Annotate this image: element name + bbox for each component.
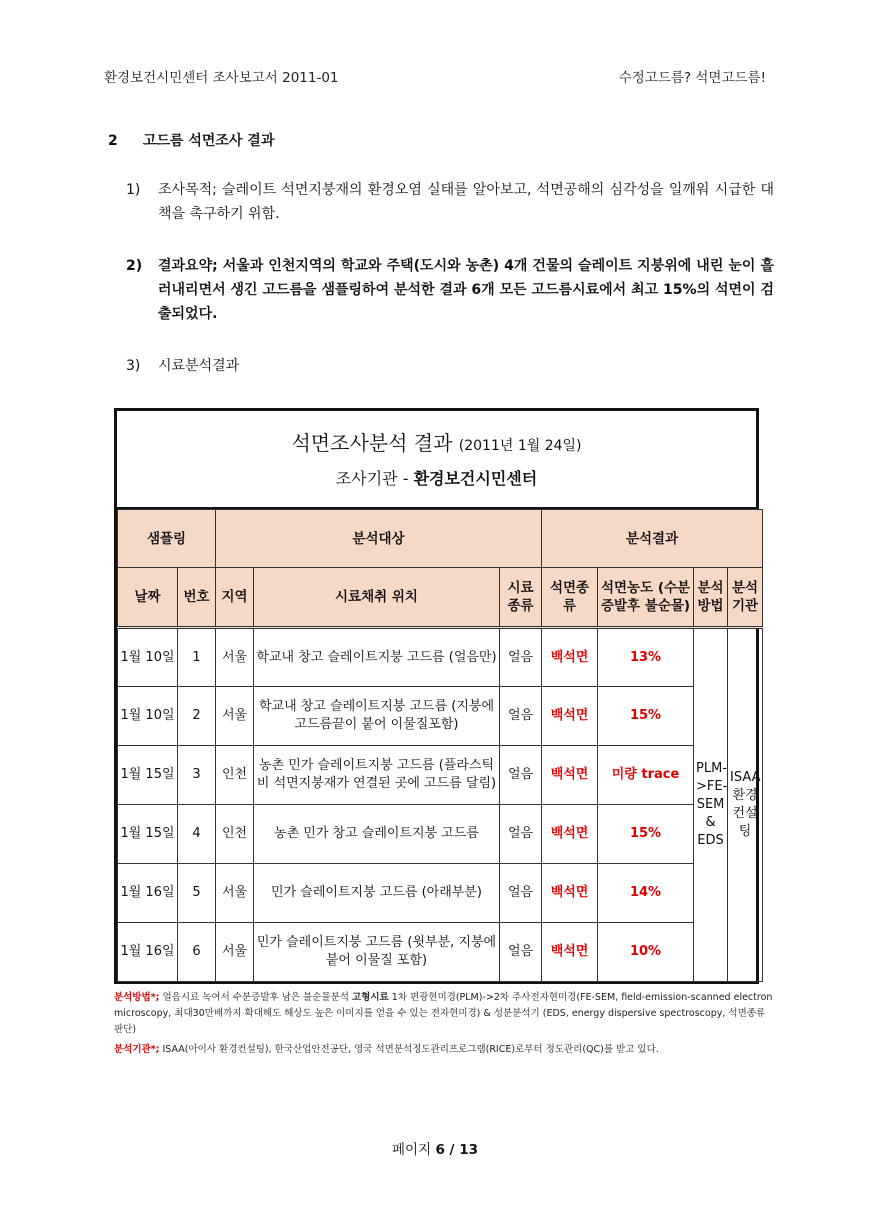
cell-region: 인천 <box>216 746 254 805</box>
agency-name: 환경보건시민센터 <box>413 469 538 488</box>
cell-location: 농촌 민가 슬레이트지붕 고드름 (플라스틱비 석면지붕재가 연결된 곳에 고드름 달림) <box>254 746 500 805</box>
cell-location: 민가 슬레이트지붕 고드름 (아래부분) <box>254 864 500 923</box>
note-method-text-b: 1차 편광현미경(PLM)->2차 주사전자현미경(FE-SEM, field-emission-scanned electron microscopy, 최대30만배까지 확대해도 해상도 높은 이미지를 얻을 수 있는 전자현미경) & 성분분석기 (EDS, energy dispersive spectroscopy, 석면종류판단) <box>114 992 773 1035</box>
cell-date: 1월 15일 <box>118 746 178 805</box>
cell-no: 3 <box>178 746 216 805</box>
cell-no: 1 <box>178 628 216 687</box>
table-row <box>118 864 763 923</box>
cell-institution: ISAA 환경컨설팅 <box>728 628 763 982</box>
results-table <box>117 509 763 982</box>
cell-region: 서울 <box>216 864 254 923</box>
cell-asbestos-type: 백석면 <box>542 628 598 687</box>
col-header-asbestos-type: 석면종류 <box>542 568 598 628</box>
table-title <box>117 411 756 456</box>
list-item <box>126 354 774 378</box>
col-header-no: 번호 <box>178 568 216 628</box>
column-header-row <box>118 568 763 628</box>
page-total: 13 <box>459 1142 478 1158</box>
table-row <box>118 687 763 746</box>
cell-location: 농촌 민가 창고 슬레이트지붕 고드름 <box>254 805 500 864</box>
note-method <box>114 990 774 1038</box>
cell-sample-type: 얼음 <box>500 628 542 687</box>
cell-asbestos-type: 백석면 <box>542 746 598 805</box>
group-header-row <box>118 510 763 568</box>
cell-asbestos-type: 백석면 <box>542 805 598 864</box>
list-item <box>126 178 774 226</box>
cell-no: 6 <box>178 923 216 982</box>
cell-region: 서울 <box>216 923 254 982</box>
col-header-date: 날짜 <box>118 568 178 628</box>
group-header-result: 분석결과 <box>542 510 763 568</box>
cell-location: 민가 슬레이트지붕 고드름 (윗부분, 지붕에 붙어 이물질 포함) <box>254 923 500 982</box>
cell-sample-type: 얼음 <box>500 923 542 982</box>
note-agency-label: 분석기관*; <box>114 1044 160 1055</box>
item-text: 결과요약; 서울과 인천지역의 학교와 주택(도시와 농촌) 4개 건물의 슬레이트 지붕위에 내린 눈이 흘러내리면서 생긴 고드름을 샘플링하여 분석한 결과 6개 모든 고드름시료에서 최고 15%의 석면이 검출되었다. <box>158 258 774 322</box>
agency-prefix: 조사기관 - <box>335 469 414 488</box>
page-current: 6 <box>435 1142 445 1158</box>
cell-sample-type: 얼음 <box>500 864 542 923</box>
cell-concentration: 15% <box>598 805 694 864</box>
group-header-sampling: 샘플링 <box>118 510 216 568</box>
note-method-text-a: 얼음시료 녹여서 수분증발후 남은 불순물분석 <box>159 992 352 1003</box>
table-title-date: (2011년 1월 24일) <box>458 438 582 454</box>
cell-concentration: 13% <box>598 628 694 687</box>
cell-no: 2 <box>178 687 216 746</box>
cell-date: 1월 15일 <box>118 805 178 864</box>
cell-date: 1월 16일 <box>118 864 178 923</box>
col-header-concentration: 석면농도 (수분증발후 불순물) <box>598 568 694 628</box>
table-row <box>118 923 763 982</box>
item-text: 조사목적; 슬레이트 석면지붕재의 환경오염 실태를 알아보고, 석면공해의 심각성을 일깨워 시급한 대책을 촉구하기 위함. <box>158 182 774 222</box>
page-prefix: 페이지 <box>392 1142 436 1158</box>
section-title: 고드름 석면조사 결과 <box>142 133 275 149</box>
cell-region: 서울 <box>216 687 254 746</box>
list-item <box>126 254 774 326</box>
item-number: 1) <box>126 182 141 198</box>
page-number <box>0 1138 870 1158</box>
item-text: 시료분석결과 <box>158 358 240 374</box>
group-header-target: 분석대상 <box>216 510 542 568</box>
col-header-location: 시료채취 위치 <box>254 568 500 628</box>
item-number: 2) <box>126 258 143 274</box>
cell-asbestos-type: 백석면 <box>542 687 598 746</box>
cell-region: 서울 <box>216 628 254 687</box>
cell-method: PLM->FE-SEM & EDS <box>694 628 728 982</box>
table-row <box>118 805 763 864</box>
col-header-region: 지역 <box>216 568 254 628</box>
cell-concentration: 14% <box>598 864 694 923</box>
cell-region: 인천 <box>216 805 254 864</box>
section-number: 2 <box>108 133 118 149</box>
col-header-method: 분석방법 <box>694 568 728 628</box>
section-heading <box>108 130 274 150</box>
cell-date: 1월 10일 <box>118 628 178 687</box>
note-agency-text: ISAA(아이사 환경컨설팅), 한국산업안전공단, 영국 석면분석정도관리프로그램(RICE)로부터 정도관리(QC)를 받고 있다. <box>159 1044 659 1055</box>
table-agency <box>117 466 756 489</box>
cell-concentration: 15% <box>598 687 694 746</box>
table-row <box>118 746 763 805</box>
note-agency <box>114 1042 774 1058</box>
cell-asbestos-type: 백석면 <box>542 923 598 982</box>
note-method-label: 분석방법*; <box>114 992 160 1003</box>
cell-date: 1월 16일 <box>118 923 178 982</box>
page-sep: / <box>444 1142 460 1158</box>
table-title-block <box>117 411 756 509</box>
table-row <box>118 628 763 687</box>
cell-no: 4 <box>178 805 216 864</box>
cell-concentration: 10% <box>598 923 694 982</box>
cell-sample-type: 얼음 <box>500 746 542 805</box>
cell-sample-type: 얼음 <box>500 687 542 746</box>
note-method-bold: 고형시료 <box>351 992 389 1003</box>
item-number: 3) <box>126 358 141 374</box>
cell-asbestos-type: 백석면 <box>542 864 598 923</box>
col-header-sample-type: 시료종류 <box>500 568 542 628</box>
cell-location: 학교내 창고 슬레이트지붕 고드름 (얼음만) <box>254 628 500 687</box>
header-left: 환경보건시민센터 조사보고서 2011-01 <box>104 70 339 86</box>
header-right: 수정고드름? 석면고드름! <box>618 70 766 86</box>
results-table-box <box>114 408 759 984</box>
cell-sample-type: 얼음 <box>500 805 542 864</box>
table-title-text: 석면조사분석 결과 <box>291 431 453 455</box>
cell-concentration: 미량 trace <box>598 746 694 805</box>
col-header-institution: 분석기관 <box>728 568 763 628</box>
cell-date: 1월 10일 <box>118 687 178 746</box>
cell-location: 학교내 창고 슬레이트지붕 고드름 (지붕에 고드름끝이 붙어 이물질포함) <box>254 687 500 746</box>
cell-no: 5 <box>178 864 216 923</box>
